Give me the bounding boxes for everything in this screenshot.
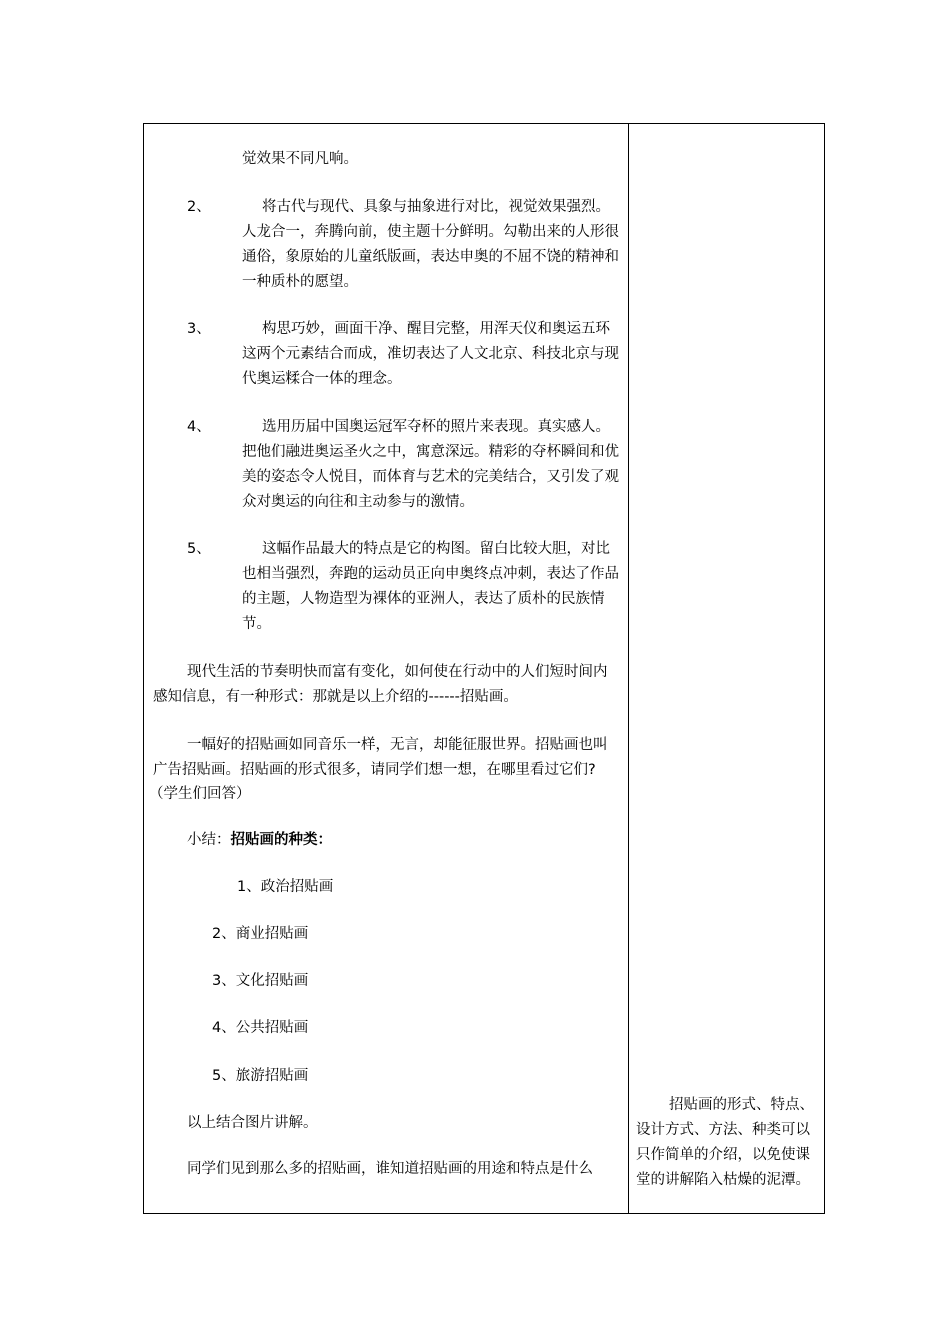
item-line: 选用历届中国奥运冠军夺杯的照片来表现。真实感人。: [262, 419, 610, 435]
type-item: 2、商业招贴画: [212, 926, 309, 942]
summary-label: 小结：: [187, 832, 231, 848]
type-item: 5、旅游招贴画: [212, 1068, 309, 1084]
paragraph-line: （学生们回答）: [149, 786, 251, 802]
column-divider: [628, 124, 629, 1213]
note-line: 设计方式、方法、种类可以: [636, 1122, 810, 1138]
note-line: 招贴画的形式、特点、: [669, 1097, 814, 1113]
item-line: 构思巧妙，画面干净、醒目完整，用浑天仪和奥运五环: [262, 321, 610, 337]
paragraph-line: 广告招贴画。招贴画的形式很多，请同学们想一想，在哪里看过它们?: [153, 762, 596, 778]
closing-line: 以上结合图片讲解。: [187, 1115, 318, 1131]
item-number: 3、: [187, 321, 211, 337]
note-line: 只作简单的介绍，以免使课: [636, 1147, 810, 1163]
paragraph-line: 现代生活的节奏明快而富有变化，如何使在行动中的人们短时间内: [187, 664, 608, 680]
item-line: 这幅作品最大的特点是它的构图。留白比较大胆，对比: [262, 541, 610, 557]
item-number: 2、: [187, 199, 211, 215]
lesson-table: [143, 123, 825, 1214]
item-line: 代奥运糅合一体的理念。: [242, 371, 402, 387]
type-item: 3、文化招贴画: [212, 973, 309, 989]
item-line: 把他们融进奥运圣火之中，寓意深远。精彩的夺杯瞬间和优: [242, 444, 619, 460]
item-line: 节。: [242, 616, 271, 632]
paragraph-line: 一幅好的招贴画如同音乐一样，无言，却能征服世界。招贴画也叫: [187, 737, 608, 753]
item-number: 4、: [187, 419, 211, 435]
continued-line: 觉效果不同凡响。: [242, 151, 358, 167]
item-number: 5、: [187, 541, 211, 557]
type-item: 1、政治招贴画: [237, 879, 334, 895]
item-line: 人龙合一，奔腾向前，使主题十分鲜明。勾勒出来的人形很: [242, 224, 619, 240]
item-line: 美的姿态令人悦目，而体育与艺术的完美结合，又引发了观: [242, 469, 619, 485]
item-line: 众对奥运的向往和主动参与的激情。: [242, 494, 474, 510]
summary-title: 招贴画的种类：: [230, 832, 332, 848]
type-item: 4、公共招贴画: [212, 1020, 309, 1036]
item-line: 也相当强烈，奔跑的运动员正向申奥终点冲刺，表达了作品: [242, 566, 619, 582]
item-line: 的主题，人物造型为裸体的亚洲人，表达了质朴的民族情: [242, 591, 605, 607]
item-line: 一种质朴的愿望。: [242, 274, 358, 290]
summary-heading: [187, 830, 332, 850]
paragraph-line: 感知信息，有一种形式：那就是以上介绍的------招贴画。: [153, 689, 518, 705]
item-line: 通俗，象原始的儿童纸版画，表达申奥的不屈不饶的精神和: [242, 249, 619, 265]
note-line: 堂的讲解陷入枯燥的泥潭。: [636, 1172, 810, 1188]
item-line: 将古代与现代、具象与抽象进行对比，视觉效果强烈。: [262, 199, 610, 215]
closing-line: 同学们见到那么多的招贴画，谁知道招贴画的用途和特点是什么: [187, 1161, 593, 1177]
item-line: 这两个元素结合而成，准切表达了人文北京、科技北京与现: [242, 346, 619, 362]
